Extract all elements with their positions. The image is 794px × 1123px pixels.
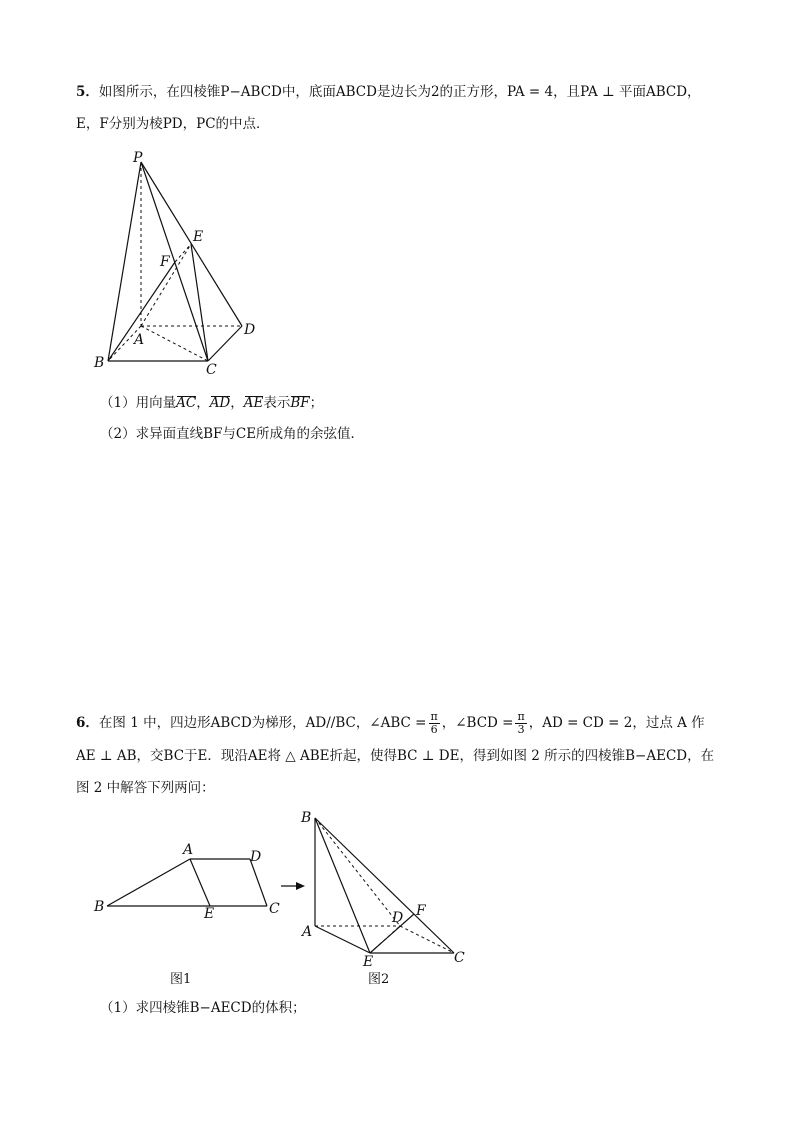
fig1-label-E: E	[204, 906, 215, 922]
fig2-edge-AE	[315, 926, 370, 953]
figure1	[107, 859, 267, 906]
fig2-edge-BD	[315, 818, 400, 926]
fig2-edge-BC	[315, 818, 454, 953]
fig1-label-C: C	[269, 901, 280, 917]
problem6-question1: （1）求四棱锥B−AECD的体积；	[100, 1000, 306, 1016]
vector-AD: AD	[209, 395, 231, 411]
fig2-label-C: C	[454, 950, 465, 966]
problem5-line1	[76, 82, 701, 102]
fig2-caption: 图2	[368, 972, 390, 987]
problem5-figure	[88, 148, 268, 380]
fig2-edge-DC	[400, 926, 454, 953]
fig1-caption: 图1	[170, 972, 192, 987]
fig2-label-A: A	[302, 924, 313, 940]
vector-BF: BF	[290, 395, 310, 411]
arrow-icon	[281, 882, 305, 890]
fig1-label-A: A	[183, 842, 194, 858]
problem5-statement: 如图所示，在四棱锥P−ABCD中，底面ABCD是边长为2的正方形，PA = 4，且PA ⊥ 平面ABCD，	[98, 84, 701, 100]
label-D: D	[244, 322, 256, 338]
problem6-figures	[90, 805, 480, 995]
fig2-label-E: E	[363, 954, 374, 970]
fig2-edge-BE	[315, 818, 370, 953]
fraction-pi-6: $\frac{\pi}{6}$	[430, 710, 438, 736]
label-P: P	[133, 150, 143, 166]
fig1-label-D: D	[250, 849, 262, 865]
problem5-question1: （1）用向量AC，AD，AE表示BF；	[100, 395, 324, 411]
problem6-line2: AE ⊥ AB，交BC于E．现沿AE将 △ ABE折起，使得BC ⊥ DE，得到如图 2 所示的四棱锥B−AECD，在	[76, 748, 715, 764]
edge-CE	[191, 244, 208, 361]
problem5-line2: E，F分别为棱PD，PC的中点．	[76, 116, 270, 132]
fig2-label-F: F	[416, 903, 426, 919]
label-E: E	[193, 229, 204, 245]
fig2-label-D: D	[392, 910, 404, 926]
edge-FE	[175, 244, 191, 262]
label-A: A	[134, 332, 145, 348]
fig2-label-B: B	[301, 810, 312, 826]
problem6-number: 6．	[76, 715, 99, 731]
problem6-line1: 6．在图 1 中，四边形ABCD为梯形，AD//BC，∠ABC = $\frac{\pi}{6}$ ，∠BCD = $\frac{\pi}{3}$ ，AD = CD = 2，过点 A 作	[76, 710, 705, 736]
label-F: F	[160, 254, 170, 270]
problem5-number: 5．	[76, 84, 99, 100]
edge-PC	[141, 162, 208, 361]
fig1-edge-BA	[107, 859, 190, 906]
edge-CD	[208, 326, 242, 361]
fig1-edge-DC	[250, 859, 267, 906]
fig1-label-B: B	[94, 899, 105, 915]
label-B: B	[94, 355, 105, 371]
fraction-pi-3: $\frac{\pi}{3}$	[517, 710, 525, 736]
problem5-question2: （2）求异面直线BF与CE所成角的余弦值．	[100, 426, 365, 442]
label-C: C	[206, 362, 217, 378]
figure2	[315, 818, 454, 953]
problem6-line3: 图 2 中解答下列两问：	[76, 780, 215, 796]
fig1-edge-AE	[190, 859, 210, 906]
vector-AC: AC	[176, 395, 197, 411]
vector-AE: AE	[243, 395, 264, 411]
